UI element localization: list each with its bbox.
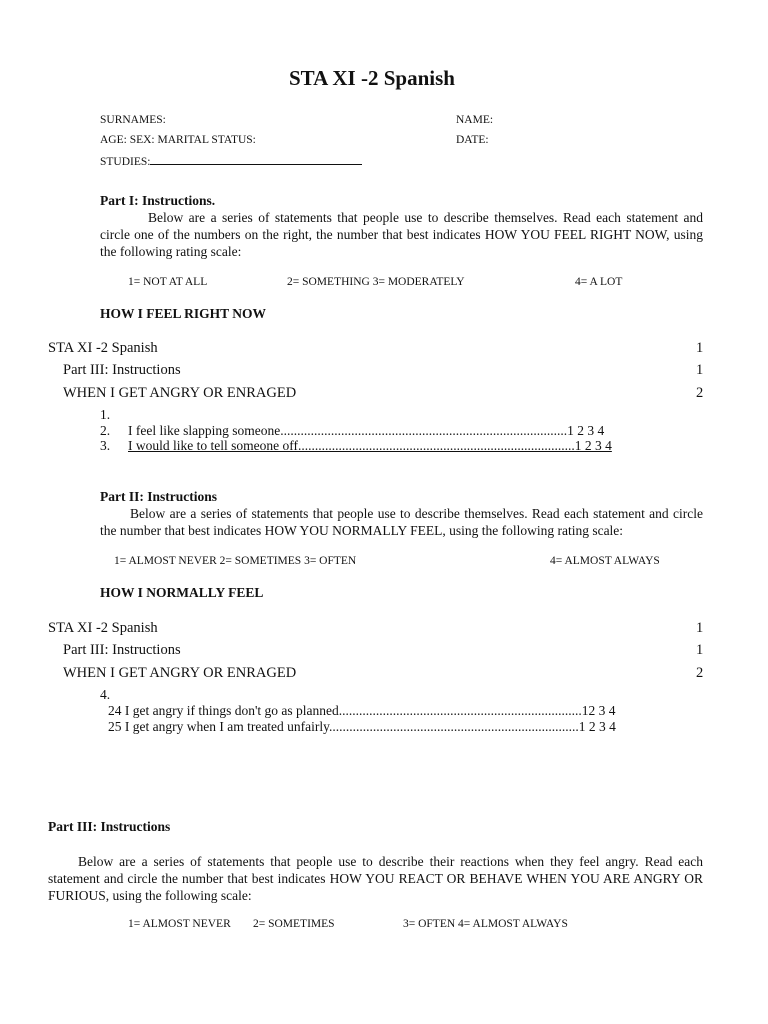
toc1-entry-2[interactable]: Part III: Instructions — [63, 362, 181, 378]
date-label: DATE: — [456, 134, 489, 146]
part3-scale-2: 2= SOMETIMES — [253, 918, 335, 930]
part2-scale-2: 4= ALMOST ALWAYS — [550, 555, 660, 567]
toc1-entry-3[interactable]: WHEN I GET ANGRY OR ENRAGED — [63, 385, 297, 401]
part1-item-num-3: 3. — [100, 438, 111, 453]
name-label: NAME: — [456, 114, 494, 126]
part1-scale-3: 4= A LOT — [575, 276, 623, 288]
part3-scale-1: 1= ALMOST NEVER — [128, 918, 231, 930]
part3-heading: Part III: Instructions — [48, 819, 171, 834]
studies-blank-line — [150, 154, 362, 165]
part2-heading: Part II: Instructions — [100, 489, 217, 504]
part1-scale-1: 1= NOT AT ALL — [128, 276, 208, 288]
part2-item-text-2: 24 I get angry if things don't go as planned........................................................................12 3 4 — [108, 703, 616, 718]
toc2-entry-1[interactable]: STA XI -2 Spanish — [48, 620, 158, 636]
part3-paragraph: Below are a series of statements that people use to describe their reactions when they feel angry. Read each statement and circle the number that best indicates HOW YOU REACT OR BEHAVE WHEN YOU ARE ANGRY OR FURIOUS, using the following scale: — [48, 854, 703, 903]
page-title: STA XI -2 Spanish — [289, 66, 455, 90]
toc1-entry-1[interactable]: STA XI -2 Spanish — [48, 340, 158, 356]
part2-item-text-3: 25 I get angry when I am treated unfairly..........................................................................1 2 3 4 — [108, 719, 616, 734]
part1-item-num-1: 1. — [100, 407, 111, 422]
toc1-page-1: 1 — [696, 340, 704, 356]
toc2-page-2: 1 — [696, 642, 704, 658]
part1-paragraph: Below are a series of statements that people use to describe themselves. Read each statement and circle one of the numbers on the right, the number that best indicates HOW YOU FEEL RIGHT NOW, using the following rating scale: — [100, 210, 703, 259]
studies-label: STUDIES: — [100, 156, 151, 168]
toc2-entry-2[interactable]: Part III: Instructions — [63, 642, 181, 658]
part1-item-text-2: I feel like slapping someone.....................................................................................1 2 3 4 — [128, 423, 605, 438]
age-sex-marital-label: AGE: SEX: MARITAL STATUS: — [100, 134, 256, 146]
studies-field — [100, 154, 362, 168]
part1-item-num-2: 2. — [100, 423, 111, 438]
toc1-page-3: 2 — [696, 385, 704, 401]
toc2-entry-3[interactable]: WHEN I GET ANGRY OR ENRAGED — [63, 665, 297, 681]
part2-section-title: HOW I NORMALLY FEEL — [100, 585, 264, 600]
toc1-page-2: 1 — [696, 362, 704, 378]
part1-section-title: HOW I FEEL RIGHT NOW — [100, 306, 267, 321]
part1-heading: Part I: Instructions. — [100, 193, 216, 208]
part2-paragraph: Below are a series of statements that people use to describe themselves. Read each statement and circle the number that best indicates HOW YOU NORMALLY FEEL, using the following rating scale: — [100, 506, 703, 538]
part3-scale-3: 3= OFTEN 4= ALMOST ALWAYS — [403, 918, 568, 930]
surnames-label: SURNAMES: — [100, 114, 166, 126]
toc2-page-3: 2 — [696, 665, 704, 681]
toc2-page-1: 1 — [696, 620, 704, 636]
part1-item-text-3: I would like to tell someone off..................................................................................1 2 3 4 — [128, 438, 612, 453]
part2-item-num-1: 4. — [100, 687, 111, 702]
part2-scale-1: 1= ALMOST NEVER 2= SOMETIMES 3= OFTEN — [114, 555, 357, 567]
part1-scale-2: 2= SOMETHING 3= MODERATELY — [287, 276, 465, 288]
